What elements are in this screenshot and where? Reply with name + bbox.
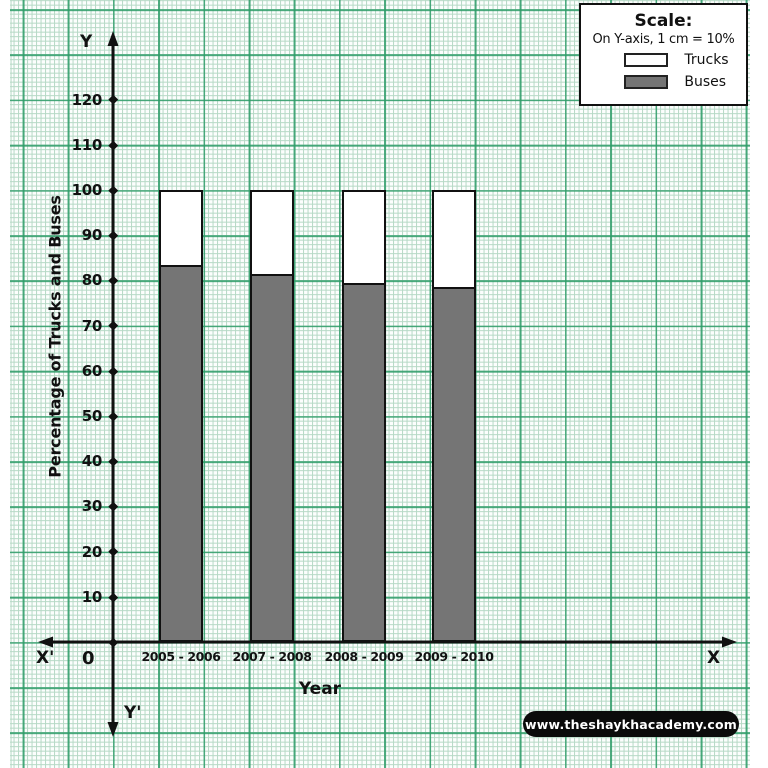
buses-segment (434, 287, 474, 640)
trucks-segment (161, 192, 201, 265)
category-label: 2005 - 2006 (141, 649, 221, 664)
x-axis-negative-label: X' (36, 648, 55, 668)
trucks-segment (434, 192, 474, 287)
y-tick-label: 20 (81, 542, 102, 561)
y-tick-label: 100 (71, 181, 102, 199)
bar-2009-2010 (432, 190, 476, 642)
legend-title: Scale: (634, 11, 693, 31)
y-axis-negative-label: Y' (124, 703, 142, 723)
bar-2008-2009 (342, 190, 386, 642)
legend-box (579, 3, 748, 106)
y-tick-label: 120 (71, 90, 102, 109)
y-axis-title: Percentage of Trucks and Buses (45, 195, 65, 478)
x-right-arrow-icon (722, 637, 737, 648)
trucks-segment (344, 192, 384, 283)
y-tick-label: 30 (81, 497, 102, 516)
buses-segment (344, 283, 384, 640)
y-tick-label: 60 (81, 361, 102, 380)
x-axis-title: Year (298, 679, 342, 699)
legend-item-trucks (598, 49, 728, 71)
bar-2005-2006 (159, 190, 203, 642)
trucks-swatch-icon (624, 53, 668, 67)
x-left-arrow-icon (38, 637, 53, 648)
category-label: 2008 - 2009 (324, 649, 404, 664)
buses-segment (252, 274, 292, 640)
x-axis-positive-label: X (707, 648, 721, 668)
category-label: 2009 - 2010 (414, 649, 494, 664)
legend-item-label: Trucks (684, 52, 729, 68)
trucks-segment (252, 192, 292, 274)
y-tick-label: 90 (81, 226, 102, 245)
legend-item-buses (598, 71, 728, 93)
y-tick-label: 10 (81, 587, 102, 606)
bar-2007-2008 (250, 190, 294, 642)
y-down-arrow-icon (108, 722, 119, 737)
buses-segment (161, 265, 201, 640)
origin-label: 0 (82, 648, 95, 669)
y-tick-label: 40 (81, 452, 102, 471)
y-tick-label: 50 (81, 407, 102, 425)
buses-swatch-icon (624, 75, 668, 89)
legend-item-label: Buses (684, 74, 727, 90)
category-label: 2007 - 2008 (232, 649, 312, 664)
y-tick-label: 80 (81, 271, 102, 290)
legend-scale-note: On Y-axis, 1 cm = 10% (592, 32, 735, 47)
y-tick-label: 110 (71, 135, 102, 154)
website-watermark: www.theshaykhacademy.com (523, 711, 739, 737)
y-axis-positive-label: Y (80, 32, 93, 52)
y-up-arrow-icon (108, 31, 119, 46)
legend-rows (598, 49, 728, 93)
y-tick-label: 70 (81, 316, 102, 335)
